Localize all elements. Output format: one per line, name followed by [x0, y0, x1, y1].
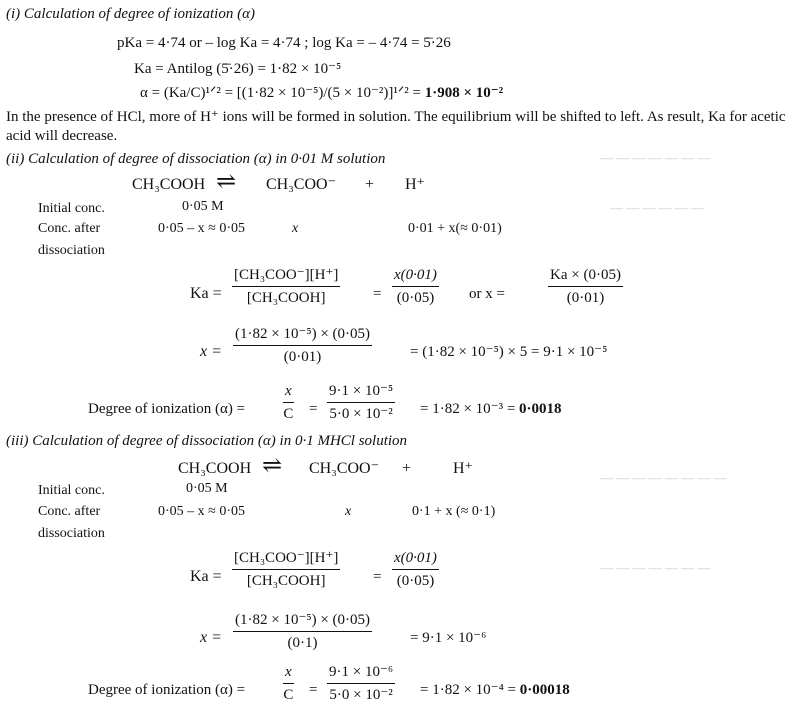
- conc-after-label: dissociation: [38, 243, 105, 258]
- equals-sign: =: [373, 286, 382, 302]
- substituted-numerator: x(0·01): [392, 266, 439, 287]
- x-over-c-numerator: x: [283, 663, 294, 684]
- degree-numerator: 9·1 × 10⁻⁶: [327, 663, 395, 684]
- conc-after-label: dissociation: [38, 526, 105, 541]
- x-fraction: [233, 611, 372, 652]
- conc-after-label: Conc. after: [38, 221, 101, 236]
- degree-result: [420, 400, 562, 418]
- initial-conc-value: 0·05 M: [182, 199, 224, 214]
- reaction-reactant: CH₃COOH: [132, 176, 206, 193]
- initial-conc-label: Initial conc.: [38, 483, 105, 498]
- alternate-fraction: [548, 266, 623, 307]
- ka-denominator: [CH₃COOH]: [246, 573, 326, 589]
- conc-after-reactant: 0·05 – x ≈ 0·05: [158, 221, 246, 236]
- alpha-result: 1·908 × 10⁻²: [424, 85, 504, 101]
- x-denominator: (0·1): [287, 635, 318, 651]
- ka-equation: Ka = Antilog (5̄·26) = 1·82 × 10⁻⁵: [134, 61, 342, 77]
- degree-final: 0·0018: [519, 401, 562, 417]
- x-label: x =: [200, 629, 222, 646]
- degree-result: [420, 681, 570, 699]
- x-label: x =: [200, 343, 222, 360]
- reaction-product-hydrogen: H⁺: [405, 176, 425, 193]
- degree-intermediate: = 1·82 × 10⁻³ =: [420, 401, 516, 417]
- alternate-numerator: Ka × (0·05): [548, 266, 623, 287]
- substituted-numerator: x(0·01): [392, 549, 439, 570]
- x-fraction: [233, 325, 372, 366]
- x-numerator: (1·82 × 10⁻⁵) × (0·05): [233, 611, 372, 632]
- degree-denominator: 5·0 × 10⁻²: [329, 687, 393, 703]
- reaction-reactant: CH₃COOH: [178, 460, 252, 477]
- conc-after-label: Conc. after: [38, 504, 101, 519]
- ka-label: Ka =: [190, 285, 222, 302]
- alpha-equation: [140, 84, 503, 102]
- bleed-through-text: — — — — — — — —: [600, 470, 727, 485]
- degree-numerator: 9·1 × 10⁻⁵: [327, 382, 395, 403]
- conc-after-acetate: x: [292, 221, 299, 236]
- x-result: = (1·82 × 10⁻⁵) × 5 = 9·1 × 10⁻⁵: [410, 344, 608, 360]
- substituted-denominator: (0·05): [396, 573, 435, 589]
- section-heading: (iii) Calculation of degree of dissociation (α) in 0·1 MHCl solution: [6, 433, 408, 449]
- section-heading: (i) Calculation of degree of ionization (α): [6, 6, 255, 22]
- reaction-product-acetate: CH₃COO⁻: [266, 176, 337, 193]
- degree-denominator: 5·0 × 10⁻²: [329, 406, 393, 422]
- equals-sign: =: [309, 401, 318, 417]
- alpha-expression: α = (Ka/C)¹ᐟ² = [(1·82 × 10⁻⁵)/(5 × 10⁻²)]¹ᐟ² =: [140, 85, 421, 101]
- degree-fraction: [327, 382, 395, 423]
- degree-label: Degree of ionization (α) =: [88, 401, 246, 417]
- equals-sign: =: [373, 569, 382, 585]
- ka-fraction: [232, 266, 340, 307]
- bleed-through-text: — — — — — — —: [600, 150, 711, 165]
- x-over-c-denominator: C: [283, 406, 294, 422]
- bleed-through-text: — — — — — — —: [600, 560, 711, 575]
- hcl-effect-paragraph: In the presence of HCl, more of H⁺ ions will be formed in solution. The equilibrium will be shifted to left. As result, Ka for acetic acid will decrease.: [6, 109, 786, 144]
- degree-intermediate: = 1·82 × 10⁻⁴ =: [420, 682, 517, 698]
- equilibrium-arrow: ⇌: [216, 169, 237, 195]
- pka-equation: pKa = 4·74 or – log Ka = 4·74 ; log Ka = – 4·74 = 5̄·26: [117, 35, 451, 51]
- ka-numerator: [CH₃COO⁻][H⁺]: [232, 549, 340, 570]
- conc-after-hydrogen: 0·01 + x(≈ 0·01): [408, 221, 502, 236]
- substituted-fraction: [392, 266, 439, 307]
- equilibrium-arrow: ⇌: [262, 453, 283, 479]
- x-over-c-numerator: x: [283, 382, 294, 403]
- initial-conc-value: 0·05 M: [186, 481, 228, 496]
- x-over-c-denominator: C: [283, 687, 294, 703]
- x-denominator: (0·01): [283, 349, 322, 365]
- substituted-fraction: [392, 549, 439, 590]
- degree-final: 0·00018: [519, 682, 570, 698]
- ka-denominator: [CH₃COOH]: [246, 290, 326, 306]
- x-over-c-fraction: [283, 663, 294, 704]
- conc-after-reactant: 0·05 – x ≈ 0·05: [158, 504, 246, 519]
- ka-label: Ka =: [190, 568, 222, 585]
- equals-sign: =: [309, 682, 318, 698]
- ka-fraction: [232, 549, 340, 590]
- conc-after-hydrogen: 0·1 + x (≈ 0·1): [412, 504, 496, 519]
- initial-conc-label: Initial conc.: [38, 201, 105, 216]
- degree-fraction: [327, 663, 395, 704]
- or-x-label: or x =: [469, 286, 505, 302]
- ka-numerator: [CH₃COO⁻][H⁺]: [232, 266, 340, 287]
- reaction-plus: +: [365, 176, 375, 193]
- reaction-product-hydrogen: H⁺: [453, 460, 473, 477]
- reaction-product-acetate: CH₃COO⁻: [309, 460, 380, 477]
- conc-after-acetate: x: [345, 504, 352, 519]
- x-numerator: (1·82 × 10⁻⁵) × (0·05): [233, 325, 372, 346]
- x-over-c-fraction: [283, 382, 294, 423]
- bleed-through-text: — — — — — —: [610, 200, 705, 215]
- reaction-plus: +: [402, 460, 412, 477]
- alternate-denominator: (0·01): [566, 290, 605, 306]
- degree-label: Degree of ionization (α) =: [88, 682, 246, 698]
- x-result: = 9·1 × 10⁻⁶: [410, 630, 487, 646]
- substituted-denominator: (0·05): [396, 290, 435, 306]
- section-heading: (ii) Calculation of degree of dissociation (α) in 0·01 M solution: [6, 151, 386, 167]
